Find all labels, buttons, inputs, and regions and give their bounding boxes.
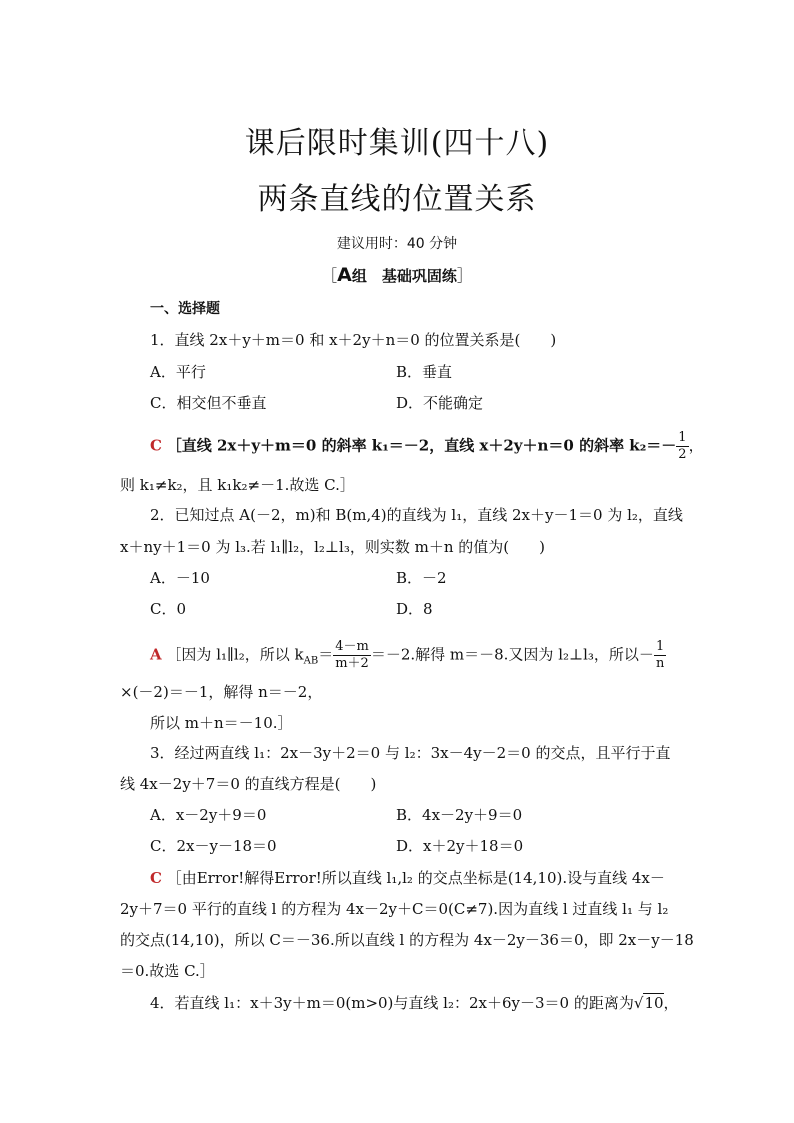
q3-option-d: D．x＋2y＋18＝0 xyxy=(396,837,524,855)
q4-stem xyxy=(150,993,679,1013)
q2-fraction2-den: n xyxy=(655,656,665,671)
q3-option-c: C．2x－y－18＝0 xyxy=(150,837,277,855)
q3-stem-line1: 3．经过两直线 l₁：2x－3y＋2＝0 与 l₂：3x－4y－2＝0 的交点，且平行于直 xyxy=(150,744,671,762)
q3-option-b: B．4x－2y＋9＝0 xyxy=(396,806,523,824)
q2-stem-line2: x＋ny＋1＝0 为 l₃.若 l₁∥l₂，l₂⊥l₃，则实数 m＋n 的值为( ) xyxy=(120,538,545,556)
q2-fraction-num: 4－m xyxy=(335,639,369,654)
q1-fraction xyxy=(676,430,688,463)
page-title: 课后限时集训(四十八) xyxy=(244,126,550,161)
q1-option-a: A．平行 xyxy=(150,363,206,381)
q1-fraction-den: 2 xyxy=(678,447,687,462)
group-bracket-open: ［ xyxy=(321,266,338,285)
q2-solution-text-a: ［因为 l₁∥l₂，所以 k xyxy=(166,645,304,664)
q1-solution-line2: 则 k₁≠k₂，且 k₁k₂≠－1.故选 C.］ xyxy=(120,476,355,494)
q2-answer: A xyxy=(150,645,162,664)
q3-stem-line2: 线 4x－2y＋7＝0 的直线方程是( ) xyxy=(120,775,377,793)
q2-fraction2 xyxy=(654,639,666,672)
q1-fraction-num: 1 xyxy=(678,430,687,445)
q2-fraction xyxy=(333,639,371,672)
q1-solution-text: ［直线 2x＋y＋m＝0 的斜率 k₁＝－2，直线 x＋2y＋n＝0 的斜率 k₂＝－ xyxy=(166,436,677,455)
q3-solution-text: ［由Error!解得Error!所以直线 l₁,l₂ 的交点坐标是(14,10).设与直线 4x－ xyxy=(166,869,665,887)
suggested-time: 建议用时：40 分钟 xyxy=(336,236,458,252)
q2-option-c: C．0 xyxy=(150,600,187,618)
group-letter: A xyxy=(337,264,352,286)
q3-solution-line3: 的交点(14,10)，所以 C＝－36.所以直线 l 的方程为 4x－2y－36＝0，即 2x－y－18 xyxy=(120,931,694,949)
q2-option-d: D．8 xyxy=(396,600,433,618)
q1-option-d: D．不能确定 xyxy=(396,394,484,412)
q1-stem: 1．直线 2x＋y＋m＝0 和 x＋2y＋n＝0 的位置关系是( ) xyxy=(150,331,557,349)
q1-solution-line1 xyxy=(150,430,704,463)
group-heading xyxy=(0,263,794,286)
q2-solution-text-b: ＝－2.解得 m＝－8.又因为 l₂⊥l₃，所以－ xyxy=(370,645,654,664)
q3-solution-line1 xyxy=(150,868,665,888)
q2-solution-line2: ×(－2)＝－1，解得 n＝－2， xyxy=(120,683,323,701)
q1-solution-end: ， xyxy=(688,436,704,455)
q3-option-a: A．x－2y＋9＝0 xyxy=(150,806,267,824)
q2-option-a: A．－10 xyxy=(150,569,210,587)
q2-solution-line1 xyxy=(150,639,666,672)
section-heading: 一、选择题 xyxy=(150,301,220,317)
q2-solution-eq: ＝ xyxy=(318,645,334,664)
q3-answer: C xyxy=(150,869,162,887)
q2-fraction-den: m＋2 xyxy=(335,656,369,671)
q4-sqrt-value: 10 xyxy=(644,994,664,1012)
q1-option-b: B．垂直 xyxy=(396,363,453,381)
q4-stem-end: ， xyxy=(663,994,679,1012)
q1-answer: C xyxy=(150,436,162,455)
page-subtitle: 两条直线的位置关系 xyxy=(257,182,537,217)
sqrt-icon: √ xyxy=(633,994,644,1012)
q2-option-b: B．－2 xyxy=(396,569,447,587)
q2-solution-line3: 所以 m＋n＝－10.］ xyxy=(150,714,293,732)
q3-solution-line2: 2y＋7＝0 平行的直线 l 的方程为 4x－2y＋C＝0(C≠7).因为直线 l 过直线 l₁ 与 l₂ xyxy=(120,900,669,918)
q2-stem-line1: 2．已知过点 A(－2，m)和 B(m,4)的直线为 l₁，直线 2x＋y－1＝0 为 l₂，直线 xyxy=(150,506,683,524)
q2-fraction2-num: 1 xyxy=(654,639,666,656)
q1-option-c: C．相交但不垂直 xyxy=(150,394,267,412)
group-label: 组 基础巩固练 xyxy=(351,267,457,285)
q2-solution-sub: AB xyxy=(303,655,319,667)
group-bracket-close: ］ xyxy=(456,266,473,285)
q3-solution-line4: ＝0.故选 C.］ xyxy=(120,962,215,980)
q4-stem-text: 4．若直线 l₁：x＋3y＋m＝0(m>0)与直线 l₂：2x＋6y－3＝0 的距离为 xyxy=(150,994,634,1012)
